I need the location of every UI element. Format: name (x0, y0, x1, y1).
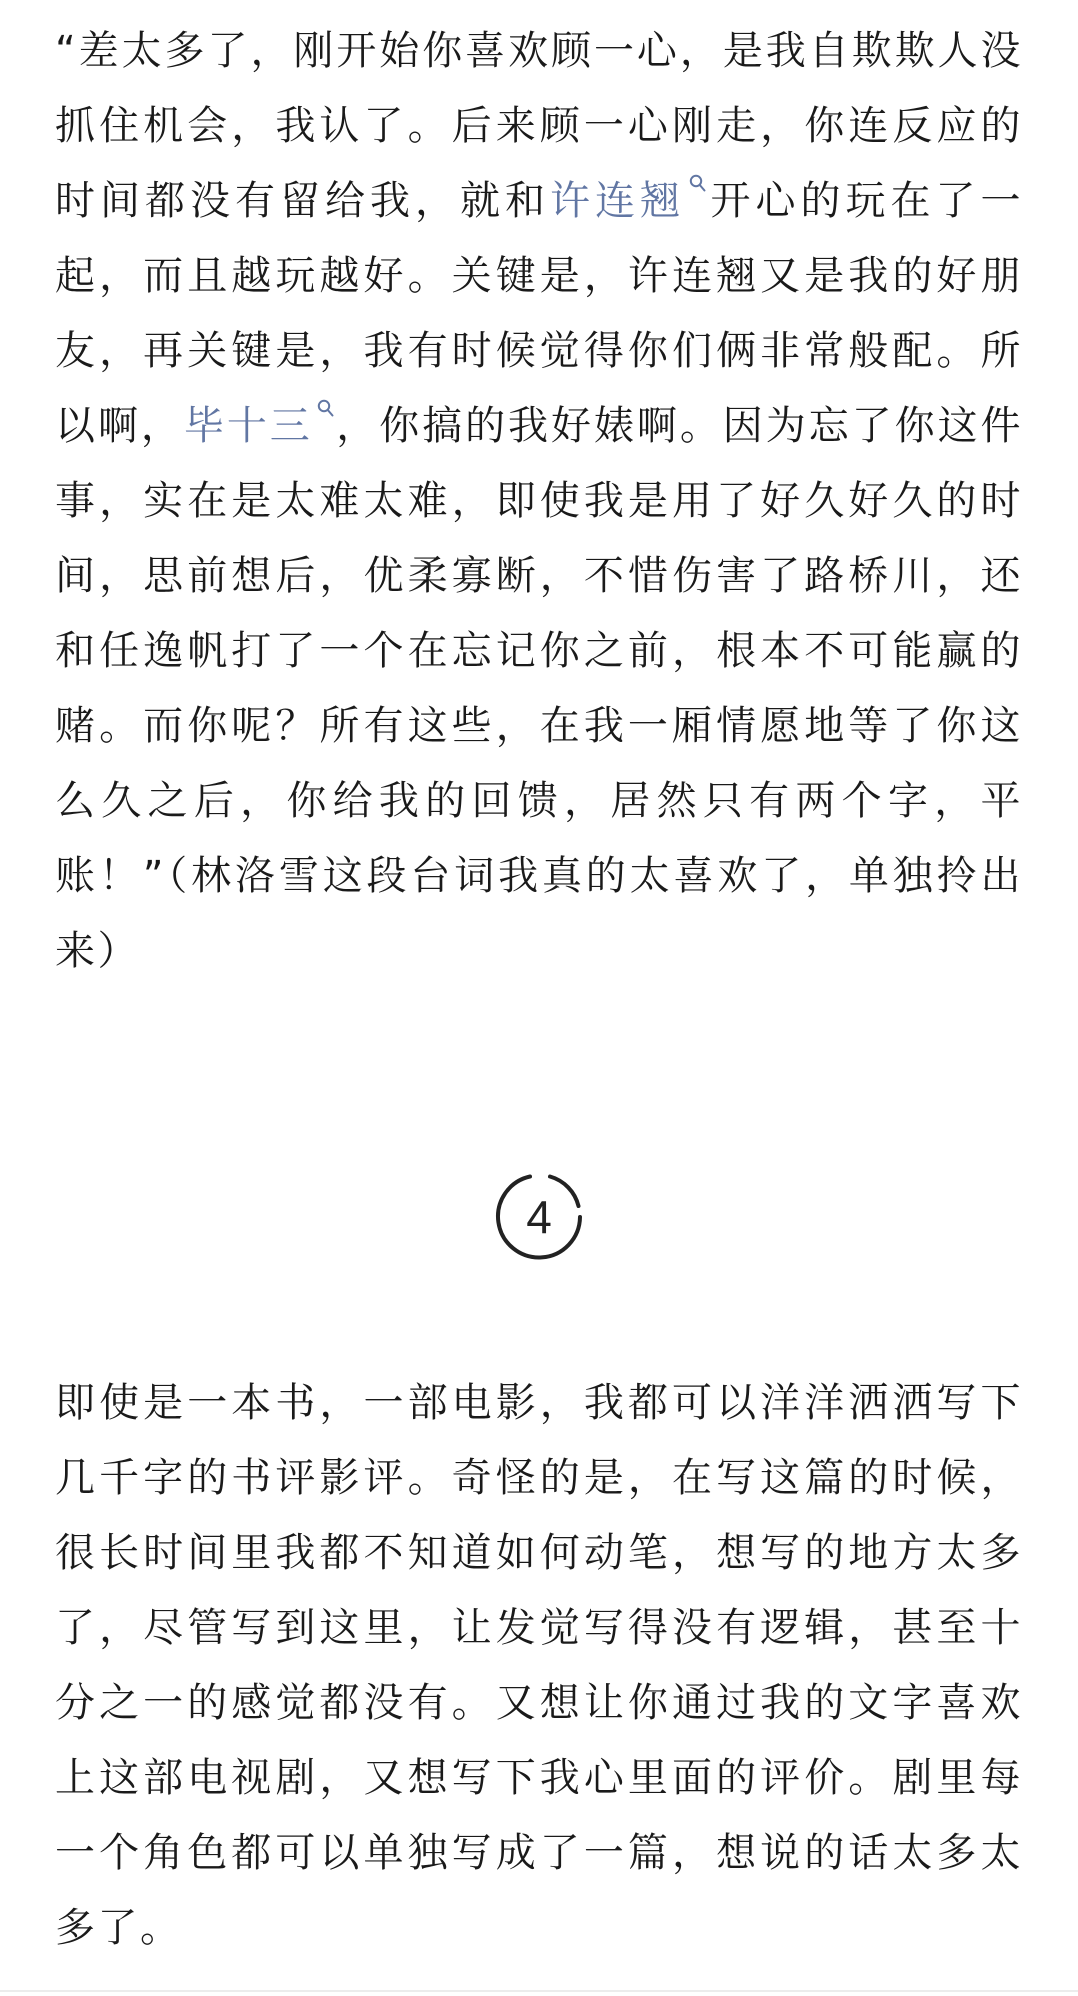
quote-text-part-2: 开心的玩在了一起，而且越玩越好。关键是，许连翘又是我的好朋友，再关键是，我有时候觉得你们俩非常般配。所以啊， (55, 178, 1023, 449)
quote-paragraph (55, 14, 1023, 989)
reflection-paragraph: 即使是一本书，一部电影，我都可以洋洋洒洒写下几千字的书评影评。奇怪的是，在写这篇的时候，很长时间里我都不知道如何动笔，想写的地方太多了，尽管写到这里，让发觉写得没有逻辑，甚至十分之一的感觉都没有。又想让你通过我的文字喜欢上这部电视剧，又想写下我心里面的评价。剧里每一个角色都可以单独写成了一篇，想说的话太多太多了。 (55, 1380, 1023, 1951)
section-number: 4 (526, 1191, 552, 1243)
keyword-link-bi-shisan[interactable] (184, 403, 336, 449)
quote-text-part-1: “差太多了，刚开始你喜欢顾一心，是我自欺欺人没抓住机会，我认了。后来顾一心刚走，你连反应的时间都没有留给我，就和 (55, 28, 1023, 224)
quote-text-part-3: ，你搞的我好婊啊。因为忘了你这件事，实在是太难太难，即使我是用了好久好久的时间，思前想后，优柔寡断，不惜伤害了路桥川，还和任逸帆打了一个在忘记你之前，根本不可能赢的赌。而你呢？所有这些，在我一厢情愿地等了你这么久之后，你给我的回馈，居然只有两个字，平账！”（林洛雪这段台词我真的太喜欢了，单独拎出来） (55, 403, 1024, 974)
keyword-link-label: 许连翘 (550, 178, 685, 224)
search-icon (689, 174, 706, 192)
search-icon (317, 399, 334, 417)
section-number-badge (492, 1170, 586, 1264)
keyword-link-xu-lianqiao[interactable] (550, 178, 708, 224)
keyword-link-label: 毕十三 (183, 403, 313, 449)
bottom-divider (0, 1990, 1078, 1992)
